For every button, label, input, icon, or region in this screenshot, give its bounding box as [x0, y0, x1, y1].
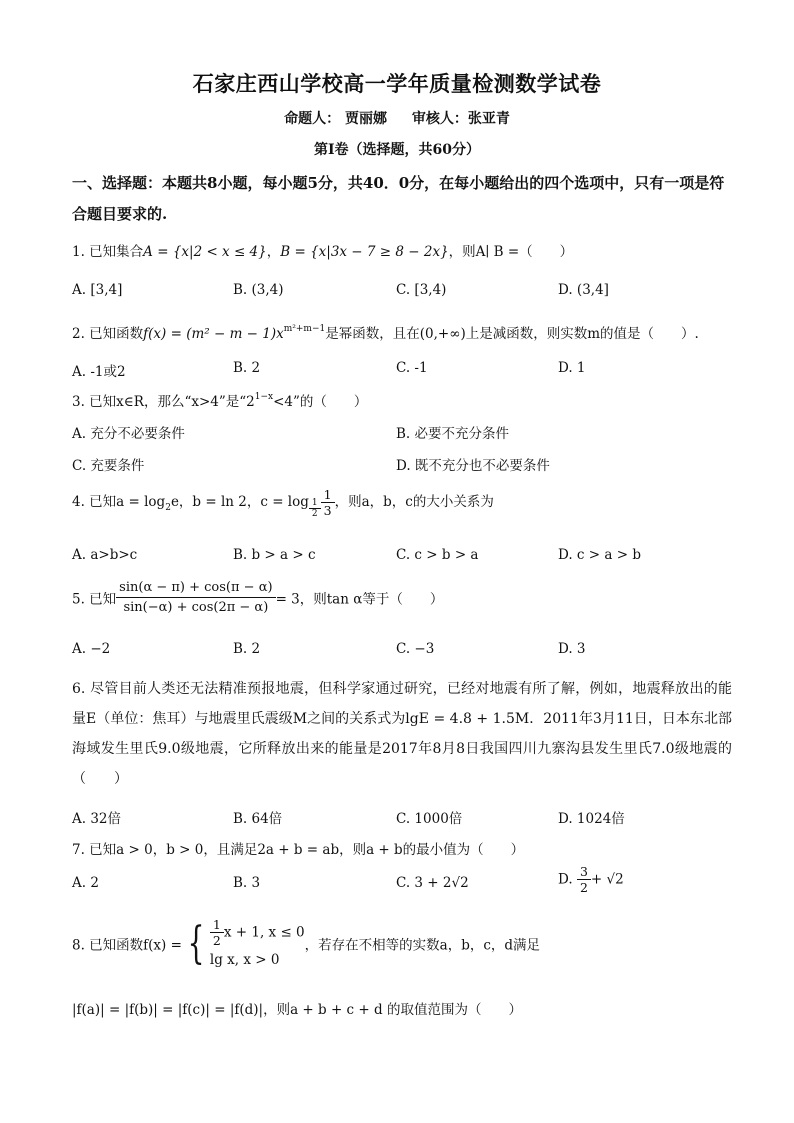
q1-set-b: B = {x|3x − 7 ≥ 8 − 2x} [280, 244, 449, 260]
volume-heading: 第Ⅰ卷（选择题，共60分） [313, 142, 481, 158]
q6-option-c: C. 1000倍 [396, 811, 463, 827]
exam-title: 石家庄西山学校高一学年质量检测数学试卷 [192, 71, 602, 96]
q6-option-a: A. 32倍 [72, 811, 122, 827]
q3-exponent: 1−x [254, 392, 274, 402]
q4-option-a: A. a>b>c [72, 547, 138, 563]
author-name: 命题人： 贾丽娜 [284, 111, 387, 127]
q7-option-c: C. 3 + 2√2 [396, 875, 469, 891]
q7-option-d [558, 864, 624, 895]
q5-fraction [116, 578, 275, 617]
q3-option-b: B. 必要不充分条件 [396, 426, 510, 442]
q4-stem-c: ，则a，b，c的大小关系为 [334, 494, 494, 510]
q4-arg-den: 3 [323, 503, 332, 518]
q7-option-d-fraction [577, 864, 591, 895]
q6-option-d: D. 1024倍 [558, 811, 625, 827]
q8-case-1 [210, 917, 305, 948]
q5-stem-a: 5. 已知 [72, 591, 117, 608]
q4-arg-fraction [321, 487, 335, 518]
q1-set-a: A = {x|2 < x ≤ 4} [143, 244, 267, 260]
q8-stem-a: 8. 已知函数f(x) = [72, 937, 182, 954]
q8-case1-tail: x + 1, x ≤ 0 [223, 924, 305, 941]
q4-option-d: D. c > a > b [558, 547, 641, 563]
q3-option-d: D. 既不充分也不必要条件 [396, 458, 550, 474]
q2-exponent: m²+m−1 [283, 324, 326, 334]
q8-piecewise [210, 917, 305, 970]
q2-option-d: D. 1 [558, 360, 586, 376]
q5-option-d: D. 3 [558, 641, 586, 657]
q4-stem-a: 4. 已知a = log [72, 494, 166, 510]
q5-denominator: sin(−α) + cos(2π − α) [123, 600, 269, 615]
q8-case1-num: 1 [210, 917, 224, 933]
question-3-stem [72, 390, 367, 410]
q4-base-den: 2 [311, 509, 318, 519]
q2-option-b: B. 2 [233, 360, 261, 376]
q4-option-c: C. c > b > a [396, 547, 479, 563]
q3-option-a: A. 充分不必要条件 [72, 426, 185, 442]
q7-d-num: 3 [577, 864, 591, 880]
question-1-stem [72, 240, 573, 260]
q1-option-c: C. [3,4) [396, 282, 447, 298]
q2-stem-b: 是幂函数，且在(0,+∞)上是减函数，则实数m的值是（ ）. [325, 326, 699, 342]
q1-option-d: D. (3,4] [558, 282, 609, 298]
q3-option-c: C. 充要条件 [72, 458, 145, 474]
q4-arg-num: 1 [321, 487, 335, 503]
q8-brace: { [187, 917, 205, 969]
q1-comma: ， [266, 244, 281, 260]
q4-sub-a: 2 [165, 503, 171, 513]
q8-line-2: |f(a)| = |f(b)| = |f(c)| = |f(d)|，则a + b + c + d 的取值范围为（ ） [72, 1002, 522, 1018]
q8-case-2: lg x, x > 0 [209, 952, 280, 968]
q2-func: f(x) = (m² − m − 1)x [143, 326, 284, 342]
q2-option-c: C. -1 [396, 360, 428, 376]
q8-stem-b: ，若存在不相等的实数a，b，c，d满足 [304, 937, 541, 954]
q2-option-a: A. -1或2 [72, 364, 126, 380]
author-line [0, 108, 794, 128]
q1-option-a: A. [3,4] [72, 282, 123, 298]
q5-option-a: A. −2 [72, 641, 111, 657]
q1-stem-a: 1. 已知集合 [72, 244, 144, 260]
q3-stem-a: 3. 已知x∈R，那么“x>4”是“2 [72, 394, 255, 410]
q4-log-base-fraction [309, 498, 321, 519]
q1-option-b: B. (3,4) [233, 282, 284, 298]
q5-option-b: B. 2 [233, 641, 261, 657]
q1-stem-b: ，则A∣ B =（ ） [448, 244, 574, 260]
q4-base-num: 1 [309, 498, 321, 509]
q4-option-b: B. b > a > c [233, 547, 316, 563]
q5-stem-b: = 3，则tan α等于（ ） [275, 591, 444, 608]
q5-numerator: sin(α − π) + cos(π − α) [116, 578, 275, 598]
question-5-stem [72, 578, 443, 617]
q5-option-c: C. −3 [396, 641, 435, 657]
question-8-stem [72, 917, 540, 970]
q3-stem-b: <4”的（ ） [273, 394, 368, 410]
q8-case-1-fraction [210, 917, 224, 948]
q7-option-a: A. 2 [72, 875, 99, 891]
q6-option-b: B. 64倍 [233, 811, 283, 827]
question-6-stem: 6. 尽管目前人类还无法精准预报地震，但科学家通过研究，已经对地震有所了解，例如，地震释放出的能量E（单位：焦耳）与地震里氏震级M之间的关系式为lgE = 4.8 + 1.5M．2011年3月11日，日本东北部海域发生里氏9.0级地震，它所释放出来的能量是2017年8月8日我国四川九寨沟县发生里氏7.0级地震的（ ） [72, 681, 732, 787]
question-2-stem [72, 322, 699, 342]
q7-option-d-tail: + √2 [590, 871, 624, 888]
reviewer-name: 审核人：张亚青 [411, 111, 510, 127]
q7-d-den: 2 [579, 880, 588, 895]
q7-option-b: B. 3 [233, 875, 261, 891]
section-heading: 一、选择题：本题共8小题，每小题5分，共40．0分，在每小题给出的四个选项中，只有一项是符合题目要求的. [72, 174, 725, 223]
q2-stem-a: 2. 已知函数 [72, 326, 144, 342]
q4-stem-b: e，b = ln 2，c = log [170, 494, 309, 510]
q7-option-d-label: D. [558, 871, 573, 888]
q8-case1-den: 2 [212, 933, 221, 948]
question-4-stem [72, 487, 494, 519]
question-7-stem: 7. 已知a > 0，b > 0，且满足2a + b = ab，则a + b的最小值为（ ） [72, 842, 525, 858]
